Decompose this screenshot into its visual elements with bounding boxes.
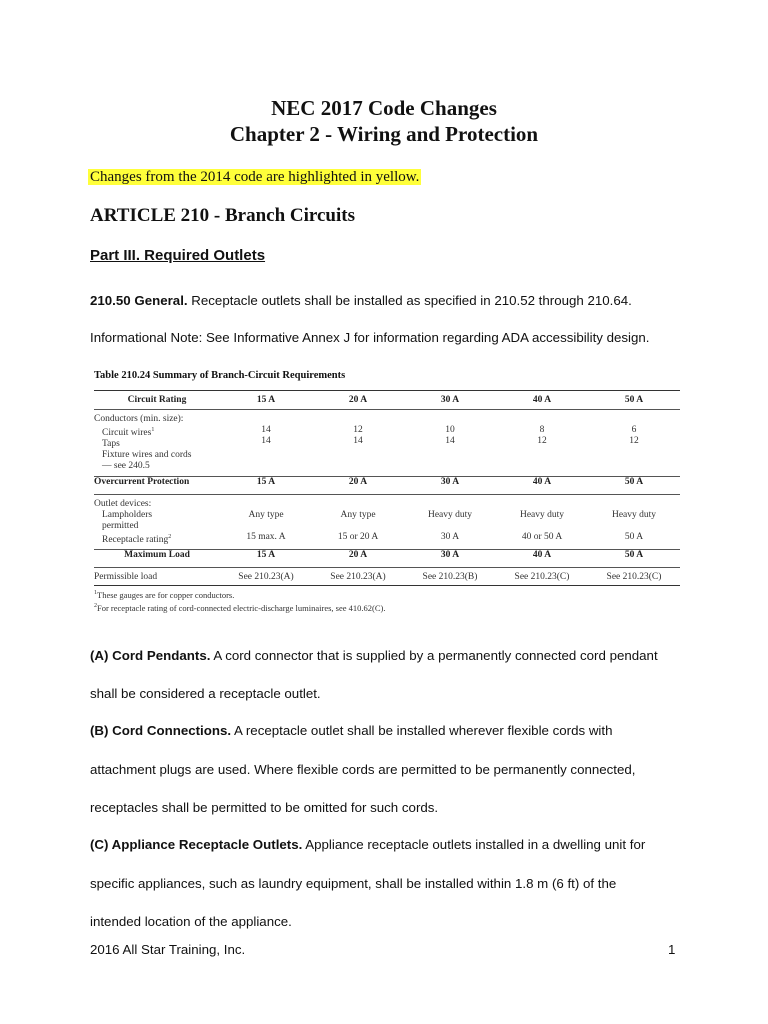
table-cell: See 210.23(A) <box>220 568 312 586</box>
paragraph-b-line3: receptacles shall be permitted to be omitted for such cords. <box>90 800 439 815</box>
table-cell: 10 <box>445 425 455 435</box>
table-cell: 15 or 20 A <box>337 532 379 543</box>
table-cell: 20 A <box>312 477 404 495</box>
branch-circuit-table <box>94 390 680 586</box>
table-cell: 6 <box>631 425 637 435</box>
table-cell: 15 max. A <box>246 532 286 543</box>
highlight-note <box>88 167 421 187</box>
table-cell: 12 <box>537 436 547 446</box>
fixture-sub: — see 240.5 <box>102 461 150 472</box>
part-heading: Part III. Required Outlets <box>90 247 266 264</box>
table-cell: 14 <box>261 425 271 435</box>
paragraph-c-line3: intended location of the appliance. <box>90 914 292 929</box>
table-cell: 15 A <box>220 477 312 495</box>
table-caption: Table 210.24 Summary of Branch-Circuit Requirements <box>94 370 346 381</box>
table-header-col: 40 A <box>496 391 588 410</box>
footer-copyright: 2016 All Star Training, Inc. <box>90 942 246 957</box>
outlet-devices-label: Outlet devices: <box>94 499 152 510</box>
title-block <box>0 95 768 147</box>
paragraph-b-line1: (B) Cord Connections. A receptacle outlet shall be installed wherever flexible cords with <box>90 723 613 738</box>
table-cell: 30 A <box>404 477 496 495</box>
table-cell: Heavy duty <box>611 510 657 521</box>
table-footnotes <box>94 588 680 614</box>
table-cell: Heavy duty <box>427 510 473 521</box>
table-header-row <box>94 391 680 410</box>
table-row-conductors <box>94 410 680 477</box>
circuit-wires-label: Circuit wires <box>102 428 152 439</box>
footnote-ref: 1 <box>151 427 155 433</box>
maximum-load-label: Maximum Load <box>94 550 220 568</box>
paragraph-210-50-lead: 210.50 General. <box>90 293 188 308</box>
table-cell: 30 A <box>404 550 496 568</box>
table-cell: 20 A <box>312 550 404 568</box>
article-heading: ARTICLE 210 - Branch Circuits <box>90 205 355 226</box>
table-cell: See 210.23(B) <box>404 568 496 586</box>
document-title: NEC 2017 Code Changes <box>271 96 497 120</box>
permissible-load-label: Permissible load <box>94 568 220 586</box>
table-cell: See 210.23(C) <box>496 568 588 586</box>
table-row-maximum-load <box>94 550 680 568</box>
table-cell: 50 A <box>588 550 680 568</box>
table-cell: Any type <box>248 510 284 521</box>
table-cell: 12 <box>629 436 639 446</box>
table-cell: 14 <box>261 436 271 446</box>
informational-note: Informational Note: See Informative Annex J for information regarding ADA accessibility design. <box>90 330 650 345</box>
lampholders-label: Lampholders <box>102 510 153 521</box>
fixture-label: Fixture wires and cords <box>102 450 192 461</box>
table-cell: 14 <box>353 436 363 446</box>
table-cell: 8 <box>539 425 545 435</box>
lampholders-sub: permitted <box>102 521 139 532</box>
paragraph-c-line2: specific appliances, such as laundry equipment, shall be installed within 1.8 m (6 ft) of the <box>90 876 617 891</box>
table-header-col: 15 A <box>220 391 312 410</box>
paragraph-b-lead: (B) Cord Connections. <box>90 723 232 738</box>
table-row-permissible-load <box>94 568 680 586</box>
table-row-overcurrent <box>94 477 680 495</box>
table-cell: 40 A <box>496 550 588 568</box>
paragraph-b-line2: attachment plugs are used. Where flexible cords are permitted to be permanently connected, <box>90 762 636 777</box>
table-footnote-2: $^2$For receptacle rating of cord-connected electric-discharge luminaires, see 410.62(C). <box>94 602 386 613</box>
table-cell: 15 A <box>220 550 312 568</box>
overcurrent-label: Overcurrent Protection <box>94 477 220 495</box>
paragraph-210-50-text: Receptacle outlets shall be installed as specified in 210.52 through 210.64. <box>187 293 632 308</box>
table-cell: 50 A <box>624 532 644 543</box>
table-cell: Heavy duty <box>519 510 565 521</box>
receptacle-label: Receptacle rating <box>102 535 169 546</box>
table-210-24 <box>94 370 680 614</box>
paragraph-a-line2: shall be considered a receptacle outlet. <box>90 686 321 701</box>
paragraph-210-50 <box>90 292 632 310</box>
table-cell: 14 <box>445 436 455 446</box>
table-header-label: Circuit Rating <box>94 391 220 410</box>
table-cell: Any type <box>340 510 376 521</box>
table-cell: 40 or 50 A <box>521 532 563 543</box>
table-cell: 30 A <box>440 532 460 543</box>
table-header-col: 30 A <box>404 391 496 410</box>
paragraph-a-line1: (A) Cord Pendants. A cord connector that is supplied by a permanently connected cord pendant <box>90 648 658 663</box>
table-cell: 40 A <box>496 477 588 495</box>
highlight-note-text: Changes from the 2014 code are highlighted in yellow. <box>90 169 420 185</box>
taps-label: Taps <box>102 439 120 450</box>
table-cell: See 210.23(A) <box>312 568 404 586</box>
table-footnote-1: $^1$These gauges are for copper conductors. <box>94 590 235 601</box>
document-subtitle: Chapter 2 - Wiring and Protection <box>229 122 539 146</box>
table-cell: 50 A <box>588 477 680 495</box>
footnote-ref: 2 <box>168 534 172 541</box>
table-header-col: 50 A <box>588 391 680 410</box>
paragraph-c-line1: (C) Appliance Receptacle Outlets. Appliance receptacle outlets installed in a dwelling unit for <box>90 837 646 852</box>
table-row-outlet-devices <box>94 495 680 550</box>
table-cell: See 210.23(C) <box>588 568 680 586</box>
table-header-col: 20 A <box>312 391 404 410</box>
paragraph-c-lead: (C) Appliance Receptacle Outlets. <box>90 837 303 852</box>
conductors-label: Conductors (min. size): <box>94 414 184 424</box>
table-cell: 12 <box>353 425 363 435</box>
page-number: 1 <box>668 942 676 957</box>
paragraph-a-lead: (A) Cord Pendants. <box>90 648 211 663</box>
